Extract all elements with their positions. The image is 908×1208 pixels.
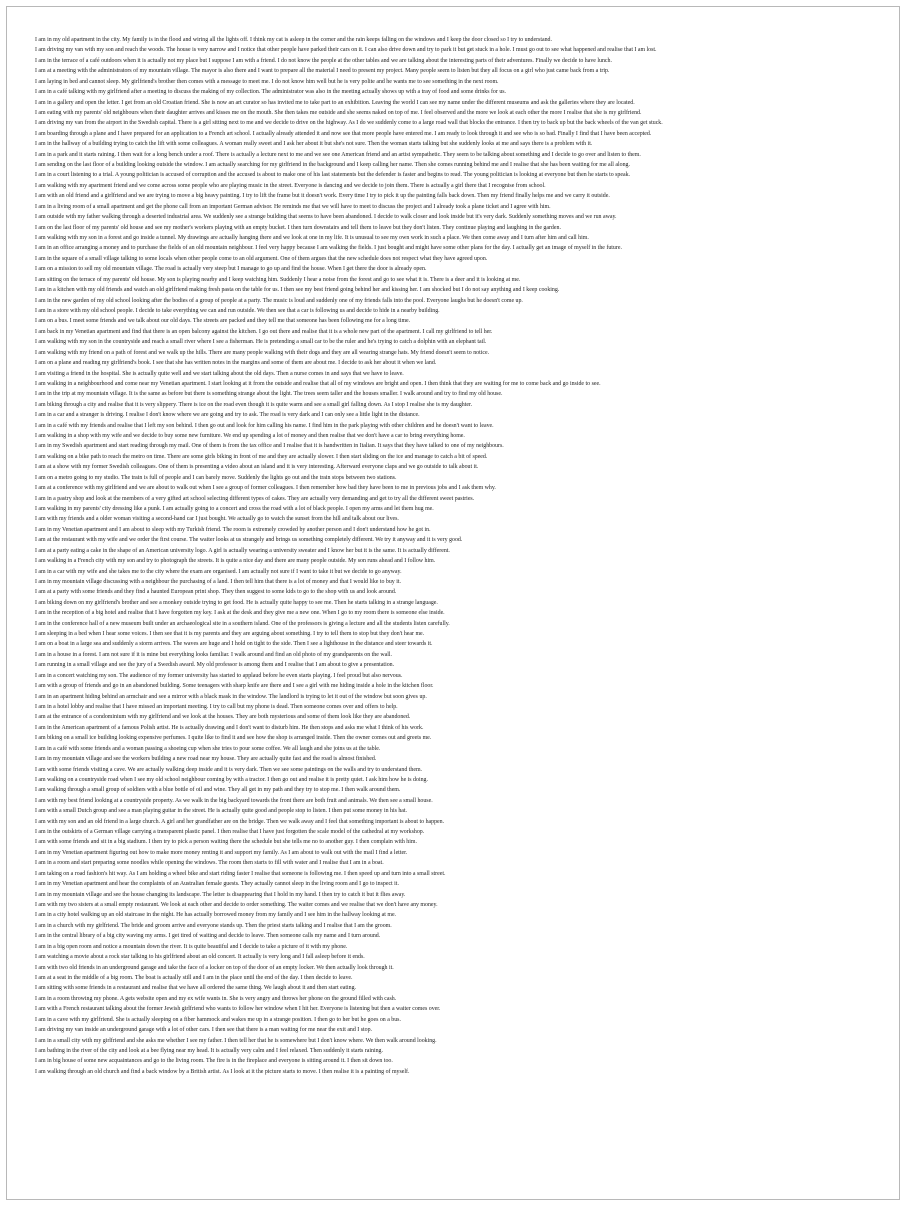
text-line: I am in the central library of a big city waving my arms. I get tired of waiting and decide to leave. Then someone calls my name and I turn around. (35, 933, 381, 940)
text-line: I am driving my van with my son and reach the woods. The house is very narrow and I notice that other people have parked their cars on it. I can also drive down and try to park it but get stuck in a hole. I must go out to see what happened and realise that I am lost. (35, 47, 657, 54)
text-line: I am in a café with my friends and realise that I left my son behind. I then go out and look for him calling his name. I find him in the park playing with other children and he doesn't want to leave. (35, 422, 494, 429)
text-line: I am on a mission to sell my old mountain village. The road is actually very steep but I manage to go up and find the house. When I get there the door is already open. (35, 266, 427, 273)
text-line: I am in a cave with my girlfriend. She is actually sleeping on a fiber hammock and wakes me up in a strange position. I then go to her but he goes on a bus. (35, 1016, 401, 1023)
text-line: I am sending on the last floor of a building looking outside the window. I am actually searching for my girlfriend in the background and I keep calling her name. Then she comes running behind me and I realise that she has been waiting for me all along. (35, 162, 630, 169)
text-line: I am with my best friend looking at a countryside property. As we walk in the big backyard towards the front there are both fruit and animals. We then see a small house. (35, 797, 433, 804)
text-line: I am in a church with my girlfriend. The bride and groom arrive and everyone stands up. Then the priest starts talking and I realise that I am the groom. (35, 922, 392, 929)
text-line: I am in my Venetian apartment and hear the complaints of an Australian female guests. They actually cannot sleep in the living room and I go to inspect it. (35, 881, 399, 888)
text-line: I am in the terrace of a café outdoors when it is actually not my place but I suppose I am with a friend. I do not know the people at the other tables and we are talking about the interesting parts of their adventures. Finally we decide to have lunch. (35, 57, 612, 64)
text-line: I am in my Venetian apartment and I am about to sleep with my Turkish friend. The room is extremely crowded by another person and I don't understand how he got in. (35, 526, 431, 533)
text-line: I am walking with my son in the countryside and reach a small river where I see a fisherman. He is pretending a small car to be the ruler and he's trying to catch a dolphin with an elephant tail. (35, 339, 487, 346)
text-line: I am in the conference hall of a new museum built under an archaeological site in a southern island. One of the professors is giving a lecture and all the students listen carefully. (35, 620, 450, 627)
text-line: I am outside with my father walking through a deserted industrial area. We suddenly see a strange building that seems to have been abandoned. I decide to walk closer and look inside but it's very dark. Suddenly something moves and we run away. (35, 214, 617, 221)
text-line: I am sleeping in a bed when I hear some voices. I then see that it is my parents and they are arguing about something. I try to tell them to stop but they don't hear me. (35, 631, 425, 638)
text-line: I am eating with my parents' old neighbours when their daughter arrives and kisses me on the mouth. She then takes me outside and she seems naked on top of me. I feel observed and the more we look at each other the more I realise that she is my girlfriend. (35, 109, 642, 116)
text-line: I am with my son and an old friend in a large church. A girl and her grandfather are on the bridge. Then we walk away and I feel that something important is about to happen. (35, 818, 445, 825)
text-line: I am in my old apartment in the city. My family is in the flood and wiring all the lights off. I think my cat is asleep in the corner and the rain keeps falling on the windows and I keep the door closed so I try to understand. (35, 37, 552, 43)
text-line: I am in my mountain village and see the workers building a new road near my house. They are actually quite fast and the road is almost finished. (35, 756, 377, 763)
text-line: I am in a hotel lobby and realise that I have missed an important meeting. I try to call but my phone is dead. Then someone comes over and offers to help. (35, 704, 398, 710)
text-line: I am in my Venetian apartment figuring out how to make more money renting it and support my family. As I am about to walk out with the mail I find a letter. (35, 849, 408, 856)
text-line: I am taking on a road fashion's hit way. As I am holding a wheel bike and start riding faster I realise that someone is following me. I then speed up and turn into a small street. (35, 870, 446, 877)
text-line: I am on a bus. I meet some friends and we talk about our old days. The streets are packed and they tell me that someone has been following me for a long time. (35, 318, 411, 325)
text-line: I am driving my van from the airport in the Swedish capital. There is a girl sitting next to me and we decide to drive on the highway. As I do we suddenly come to a large road wall that blocks the entrance. I then try to back up but the back wheels of the van get stuck. (35, 120, 663, 127)
text-line: I am in the trip at my mountain village. It is the same as before but there is something strange about the light. The trees seem taller and the houses smaller. I walk around and try to find my old house. (35, 391, 503, 398)
text-line: I am in a house in a forest. I am not sure if it is mine but everything looks familiar. I walk around and find an old photo of my grandparents on the wall. (35, 651, 392, 658)
text-line: I am in a car with my wife and she takes me to the city where the exam are organised. I am actually not sure if I want to take it but we decide to go anyway. (35, 568, 402, 575)
text-line: I am in my mountain village and see the house changing its landscape. The letter is disappearing that I hold in my hand. I then try to catch it but it flies away. (35, 891, 406, 898)
text-line: I am on a plane and reading my girlfriend's book. I see that she has written notes in the margins and some of them are about me. I decide to ask her about it when we land. (35, 360, 437, 367)
text-line: I am with my friends and a older woman visiting a second-hand car I just bought. We actually go to watch the sunset from the hill and talk about our lives. (35, 516, 399, 523)
text-line: I am in a gallery and open the letter. I get from an old Croatian friend. She is now an art curator so has invited me to take part to an exhibition. Leaving the world I can see my name under the different museums and ask the galleries where they are located. (35, 99, 635, 106)
text-line: I am walking through a small group of soldiers with a blue bottle of oil and wine. They all get in my path and they try to stop me. I then walk around them. (35, 787, 401, 794)
text-line: I am in the hallway of a building trying to catch the lift with some colleagues. A woman really sweet and I ask her about it but she's not sure. Then the woman starts talking but she suddenly looks at me and says there is a problem with it. (35, 141, 593, 148)
text-line: I am at a conference with my girlfriend and we are about to walk out when I see a group of former colleagues. I then remember how bad they have been to me in previous jobs and I ask them why. (35, 485, 496, 492)
text-line: I am with some friends and sit in a big stadium. I then try to pick a person waiting there the schedule but she tells me no to another guy. I then complain with him. (35, 839, 417, 846)
document-page (6, 6, 900, 1200)
text-line: I am boarding through a plane and I have prepared for an application to a French art school. I actually already attended it and now see that more people have entered me. I am ready to look through it and see who is so bad. Finally I find that I have been accepted. (35, 130, 652, 137)
text-line: I am walking in a neighbourhood and come near my Venetian apartment. I start looking at it from the outside and realise that all of my windows are bright and open. I then think that they are waiting for me to come back and go inside to see. (35, 380, 601, 387)
text-line: I am at a meeting with the administrators of my mountain village. The mayor is also there and I want to prepare all the material I need to present my project. Many people seem to listen but they all focus on a girl who just came back from a trip. (35, 68, 610, 75)
text-line: I am in a room and start preparing some noodles while opening the windows. The room then starts to fill with water and I realise that I am in a boat. (35, 860, 384, 867)
text-line: I am with an old friend and a girlfriend and we are trying to move a big heavy painting. I try to lift the frame but it doesn't work. Every time I try to pick it up the painting falls back down. Then my friend finally helps me and we carry it outside. (35, 193, 610, 200)
text-line: I am with some friends visiting a cave. We are actually walking deep inside and it is very dark. Then we see some paintings on the walls and try to understand them. (35, 766, 423, 773)
text-line: I am with two old friends in an underground garage and take the face of a locker on top of the door of an empty locker. We then actually look through it. (35, 964, 394, 971)
text-line: I am at the restaurant with my wife and we order the first course. The waiter looks at us strangely and brings us something completely different. We try it anyway and it is very good. (35, 537, 463, 544)
text-line: I am in a city hotel walking up an old staircase in the night. He has actually borrowed money from my family and I see him in the hallway looking at me. (35, 912, 397, 919)
text-line: I am walking in my parents' city dressing like a punk. I am actually going to a concert and cross the road with a lot of black people. I open my arms and let them hug me. (35, 505, 434, 512)
text-line: I am biking down on my girlfriend's brother and see a monkey outside trying to get food. He is actually quite happy to see me. Then he starts talking in a strange language. (35, 599, 438, 606)
text-line: I am back in my Venetian apartment and find that there is an open balcony against the kitchen. I go out there and realise that it is a whole new part of the apartment. I call my girlfriend to tell her. (35, 328, 493, 335)
text-line: I am with a small Dutch group and see a man playing guitar in the street. He is actually quite good and people stop to listen. I then put some money in his hat. (35, 808, 408, 815)
text-line: I am in the new garden of my old school looking after the bodies of a group of people at a party. The music is loud and suddenly one of my friends falls into the pool. Everyone laughs but he doesn't come up. (35, 297, 523, 304)
text-line: I am in a court listening to a trial. A young politician is accused of corruption and the accused is about to make one of his last statements but the defender is faster and begins to read. The young politician is looking at everyone but then he starts to speak. (35, 172, 631, 179)
text-line: I am in a big open room and notice a mountain down the river. It is quite beautiful and I decide to take a picture of it with my phone. (35, 943, 348, 950)
text-line: I am walking in a French city with my son and try to photograph the streets. It is quite a nice day and there are many people outside. My son runs ahead and I follow him. (35, 558, 436, 565)
text-line: I am sitting with some friends in a restaurant and realise that we have all ordered the same thing. We laugh about it and then start eating. (35, 985, 357, 992)
text-line: I am sitting on the terrace of my parents' old house. My son is playing nearby and I keep watching him. Suddenly I hear a noise from the forest and go to see what it is. There is a deer and it is looking at me. (35, 276, 521, 283)
text-line: I am in the outskirts of a German village carrying a transparent plastic panel. I then realise that I have just forgotten the scale model of the cathedral at my workshop. (35, 829, 425, 836)
text-line: I am biking through a city and realise that it is very slippery. There is ice on the road even though it is quite warm and see a small girl falling down. As I stop I realise she is my daughter. (35, 401, 473, 408)
text-line: I am walking on a countryside road when I see my old school neighbour coming by with a tractor. I then go out and realise it is pretty quiet. I ask him how he is doing. (35, 776, 428, 783)
text-line: I am walking through an old church and find a back window by a British artist. As I look at it the picture starts to move. I then realise it is a painting of myself. (35, 1068, 410, 1075)
text-line: I am running in a small village and see the jury of a Swedish award. My old professor is among them and I realise that I am about to give a presentation. (35, 662, 395, 669)
text-line: I am in a living room of a small apartment and get the phone call from an important German advisor. He reminds me that we will have to meet to discuss the project and I already took a plane ticket and I agree with him. (35, 203, 551, 210)
text-line: I am in my mountain village discussing with a neighbour the purchasing of a land. I then tell him that there is a lot of money and that I would like to buy it. (35, 578, 401, 585)
text-line: I am in the American apartment of a famous Polish artist. He is actually drawing and I don't want to disturb him. He then stops and asks me what I think of his work. (35, 724, 424, 731)
text-line: I am walking with my friend on a path of forest and we walk up the hills. There are many people walking with their dogs and they are all wearing strange hats. My friend doesn't seem to notice. (35, 349, 490, 356)
text-line: I am bathing in the river of the city and look at a bee flying near my head. It is actually very calm and I feel relaxed. Then suddenly it starts raining. (35, 1047, 383, 1054)
text-line: I am on the last floor of my parents' old house and see my mother's workers playing with an empty bucket. I then turn downstairs and tell them to leave but they don't listen. They continue playing and laughing in the garden. (35, 224, 561, 231)
text-line: I am in a room throwing my phone. A gets website open and my ex wife wants in. She is very angry and throws her phone on the ground filled with cash. (35, 995, 397, 1002)
text-line: I am walking with my apartment friend and we come across some people who are playing music in the street. Everyone is dancing and we decide to join them. There is actually a girl there that I recognise from school. (35, 182, 546, 189)
text-line: I am biking on a small ice building looking expensive perfumes. I quite like to find it and see how the shop is arranged inside. Then the owner comes out and greets me. (35, 735, 432, 742)
text-line: I am in a café with some friends and a woman passing a shoeing cup when she tries to pour some coffee. We all laugh and she joins us at the table. (35, 745, 381, 752)
text-line: I am at a seat in the middle of a big room. The boat is actually still and I am in the place until the end of the day. I then decide to leave. (35, 974, 353, 981)
text-line: I am in a kitchen with my old friends and watch an old girlfriend making fresh pasta on the table for us. I then see my best friend going behind her and kissing her. I am shocked but I do not say anything and I keep cooking. (35, 287, 560, 294)
text-line: I am in a café talking with my girlfriend after a meeting to discuss the making of my collection. The administrator was also in the meeting actually shows up with a tray of food and some drinks for us. (35, 89, 507, 96)
text-line: I am in the reception of a big hotel and realise that I have forgotten my key. I ask at the desk and they give me a new one. When I go to my room there is someone else inside. (35, 610, 445, 617)
text-line: I am in a store with my old school people. I decide to take everything we can and run outside. We then see that a car is following us and decide to hide in a nearby building. (35, 307, 440, 314)
text-line: I am in a park and it starts raining. I then wait for a long bench under a roof. There is actually a lecture next to me and we see one American friend and an artist sympathetic. They seem to be talking about something and I decide to go over and listen to them. (35, 151, 641, 158)
text-line: I am in the square of a small village talking to some locals when other people come to an old argument. One of them argues that the new schedule does not respect what they have agreed upon. (35, 255, 488, 262)
text-line: I am in a concert watching my son. The audience of my former university has started to applaud before he even starts playing. I feel proud but also nervous. (35, 672, 403, 679)
text-line: I am in an office arranging a money and to purchase the fields of an old mountain neighbour. I feel very happy because I am walking the fields. I just bought and might have some other plans for the day. I actually get an image of myself in the future. (35, 245, 622, 252)
text-line: I am with a group of friends and go in an abandoned building. Some teenagers with sharp knife are there and I see a girl with me hiding inside a hole in the kitchen floor. (35, 683, 434, 690)
text-line: I am in a small city with my girlfriend and she asks me whether I see my father. I then tell her that he is somewhere but I don't know where. We then walk around looking. (35, 1037, 437, 1044)
text-line: I am in a car and a stranger is driving. I realise I don't know where we are going and try to ask. The road is very dark and I can only see a little light in the distance. (35, 412, 420, 419)
text-line: I am at a party eating a cake in the shape of an American university logo. A girl is actually wearing a university sweater and I know her but it is the same. It is actually different. (35, 547, 450, 554)
text-line: I am on a metro going to my studio. The train is full of people and I can barely move. Suddenly the lights go out and the train stops between two stations. (35, 474, 397, 481)
text-line: I am at the entrance of a condominium with my girlfriend and we look at the houses. They are both mysterious and some of them look like they are abandoned. (35, 714, 411, 721)
dream-journal-text (35, 35, 887, 1179)
text-line: I am walking with my son in a forest and go inside a tunnel. My drawings are actually hanging there and we look at one in my life. It is unusual to see my own work in such a place. We then come away and I turn after him and call him. (35, 235, 589, 242)
text-line: I am in my Swedish apartment and start reading through my mail. One of them is from the tax office and I realise that it is handwritten in Italian. It says that they have talked to one of my neighbours. (35, 443, 504, 450)
text-line: I am in an apartment hiding behind an armchair and see a mirror with a black mask in the window. The landlord is trying to let it out of the window but soon gives up. (35, 693, 427, 700)
text-line: I am driving my van inside an underground garage with a lot of other cars. I then see that there is a man waiting for me near the exit and I stop. (35, 1027, 373, 1034)
text-line: I am visiting a friend in the hospital. She is actually quite well and we start talking about the old days. Then a nurse comes in and says that we have to leave. (35, 370, 404, 377)
text-line: I am in big house of some new acquaintances and go to the living room. The fire is in the fireplace and everyone is sitting around it. I then sit down too. (35, 1058, 393, 1065)
text-line: I am walking in a shop with my wife and we decide to buy some new furniture. We end up spending a lot of money and then realise that we don't have a car to bring everything home. (35, 433, 465, 440)
text-line: I am at a party with some friends and they find a haunted European print shop. They then suggest to some kids to go to the shop with us and look around. (35, 589, 397, 596)
text-line: I am watching a movie about a rock star talking to his girlfriend about an old concert. It actually is very long and I fall asleep before it ends. (35, 954, 365, 961)
text-line: I am laying in bed and cannot sleep. My girlfriend's brother then comes with a message to meet me. I do not know him well but he is very polite and he wants me to see something in the next room. (35, 78, 499, 85)
text-line: I am on a boat in a large sea and suddenly a storm arrives. The waves are huge and I hold on tight to the side. Then I see a lighthouse in the distance and steer towards it. (35, 641, 433, 648)
text-line: I am at a show with my former Swedish colleagues. One of them is presenting a video about an island and it is very interesting. Afterward everyone claps and we go outside to talk about it. (35, 464, 479, 471)
text-line: I am with my two sisters at a small empty restaurant. We look at each other and decide to order something. The waiter comes and we realise that we don't have any money. (35, 902, 438, 909)
text-line: I am walking on a bike path to reach the metro on time. There are some girls biking in front of me and they are actually slower. I then start sliding on the ice and manage to catch a bit of speed. (35, 453, 488, 460)
text-line: I am with a French restaurant talking about the former Jewish girlfriend who wants to follow her window when I hit her. Everyone is listening but then a waiter comes over. (35, 1006, 441, 1013)
text-line: I am in a pastry shop and look at the members of a very gifted art school selecting different types of cakes. They are actually very demanding and get to try all the different sweet pastries. (35, 495, 475, 502)
